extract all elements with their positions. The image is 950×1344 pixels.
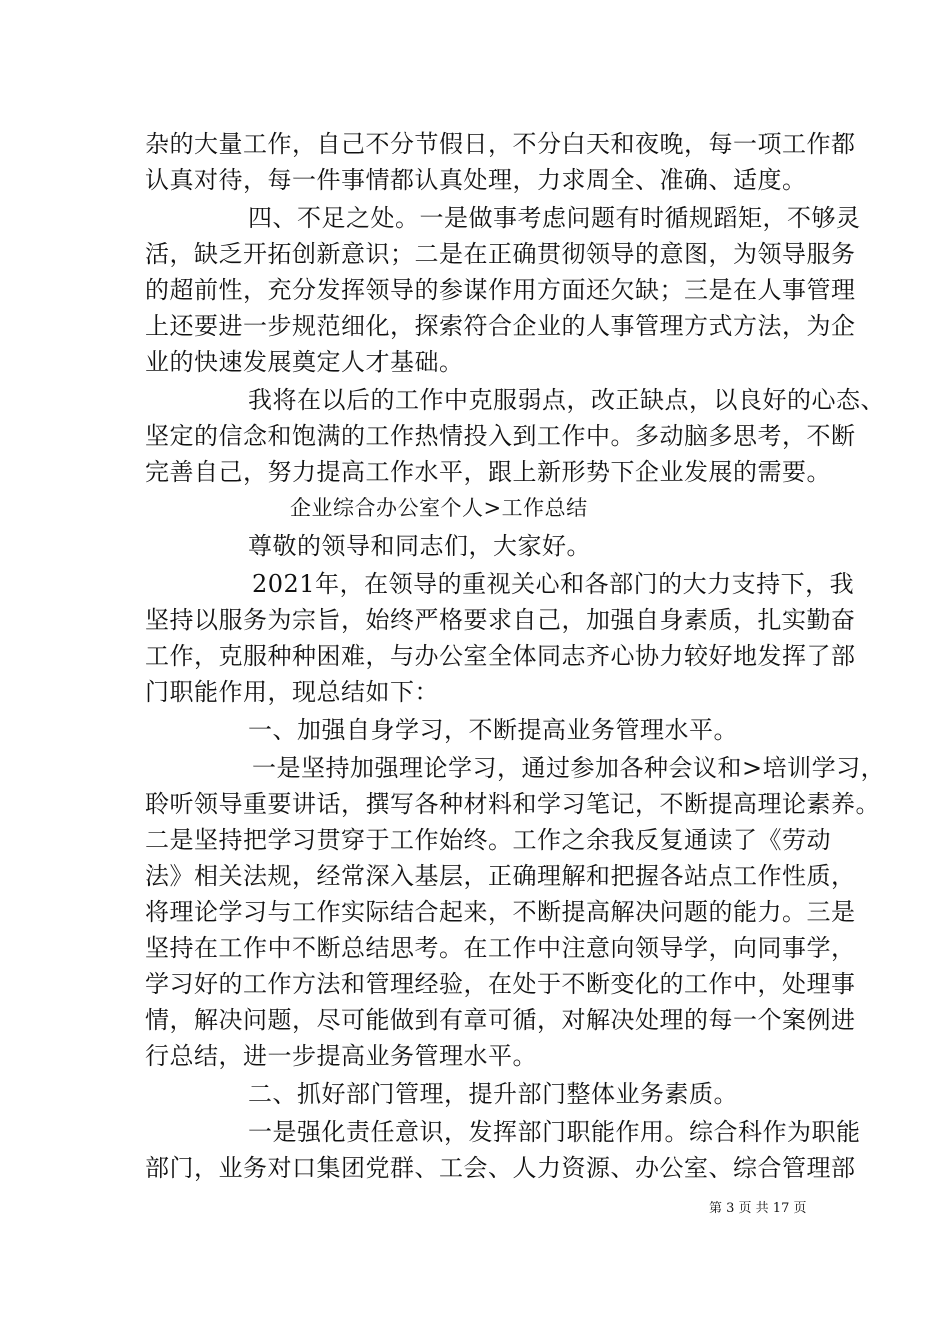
text-line: 四、不足之处。一是做事考虑问题有时循规蹈矩，不够灵 [248, 204, 861, 232]
text-line: 坚定的信念和饱满的工作热情投入到工作中。多动脑多思考，不断 [145, 422, 856, 450]
text-line: 将理论学习与工作实际结合起来，不断提高解决问题的能力。三是 [145, 898, 856, 926]
text-line: 法》相关法规，经常深入基层，正确理解和把握各站点工作性质， [145, 862, 856, 890]
text-line: 一是坚持加强理论学习，通过参加各种会议和>培训学习， [252, 754, 886, 782]
text-line: 门职能作用，现总结如下： [145, 678, 439, 706]
text-line: 认真对待，每一件事情都认真处理，力求周全、准确、适度。 [145, 166, 807, 194]
text-line: 情，解决问题，尽可能做到有章可循，对解决处理的每一个案例进 [145, 1006, 856, 1034]
text-line: 行总结，进一步提高业务管理水平。 [145, 1042, 537, 1070]
text-line: 2021年，在领导的重视关心和各部门的大力支持下，我 [252, 570, 855, 598]
text-line: 我将在以后的工作中克服弱点，改正缺点，以良好的心态、 [248, 386, 885, 414]
text-line: 部门，业务对口集团党群、工会、人力资源、办公室、综合管理部 [145, 1154, 856, 1182]
text-line: 业的快速发展奠定人才基础。 [145, 348, 464, 376]
text-line: 坚持以服务为宗旨，始终严格要求自己，加强自身素质，扎实勤奋 [145, 606, 856, 634]
text-line: 上还要进一步规范细化，探索符合企业的人事管理方式方法，为企 [145, 312, 856, 340]
greeting: 尊敬的领导和同志们，大家好。 [248, 532, 591, 560]
text-line: 聆听领导重要讲话，撰写各种材料和学习笔记，不断提高理论素养。 [145, 790, 880, 818]
section-heading: 二、抓好部门管理，提升部门整体业务素质。 [248, 1080, 738, 1108]
section-heading: 一、加强自身学习，不断提高业务管理水平。 [248, 716, 738, 744]
text-line: 二是坚持把学习贯穿于工作始终。工作之余我反复通读了《劳动 [145, 826, 831, 854]
text-line: 一是强化责任意识，发挥部门职能作用。综合科作为职能 [248, 1118, 861, 1146]
text-line: 学习好的工作方法和管理经验，在处于不断变化的工作中，处理事 [145, 970, 856, 998]
page-number: 第 3 页 共 17 页 [709, 1201, 807, 1216]
text-line: 的超前性，充分发挥领导的参谋作用方面还欠缺；三是在人事管理 [145, 276, 856, 304]
text-line: 坚持在工作中不断总结思考。在工作中注意向领导学，向同事学， [145, 934, 856, 962]
text-line: 完善自己，努力提高工作水平，跟上新形势下企业发展的需要。 [145, 458, 831, 486]
text-line: 杂的大量工作，自己不分节假日，不分白天和夜晚，每一项工作都 [145, 130, 856, 158]
text-line: 工作，克服种种困难，与办公室全体同志齐心协力较好地发挥了部 [145, 642, 856, 670]
section-title: 企业综合办公室个人>工作总结 [290, 496, 588, 520]
text-line: 活，缺乏开拓创新意识；二是在正确贯彻领导的意图，为领导服务 [145, 240, 856, 268]
